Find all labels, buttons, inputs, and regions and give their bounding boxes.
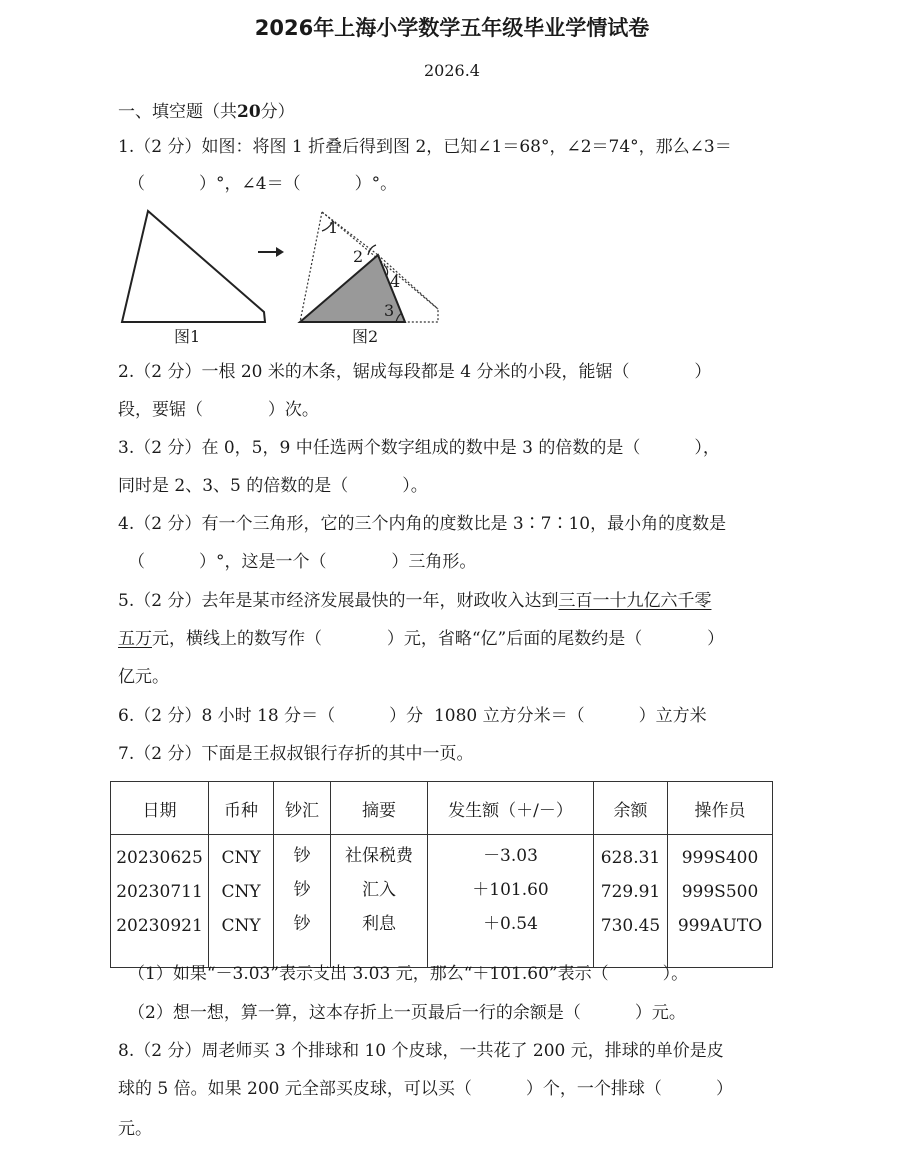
passbook-table	[110, 781, 773, 968]
column-amount	[428, 835, 594, 968]
fig1-label: 图1	[174, 327, 201, 346]
q5-line1	[118, 590, 711, 612]
q2-line1: 2.（2 分）一根 20 米的木条，锯成每段都是 4 分米的小段，能锯（ ）	[118, 362, 712, 382]
q5-underlined-number-b: 五万	[118, 629, 152, 649]
cell-balance: 730.45	[600, 916, 661, 936]
q7-line1: 7.（2 分）下面是王叔叔银行存折的其中一页。	[118, 744, 474, 764]
section-heading	[118, 97, 295, 122]
header-currency: 币种	[209, 782, 274, 835]
header-summary: 摘要	[331, 782, 428, 835]
q5-underlined-number-a: 三百一十九亿六千零	[558, 591, 712, 611]
cell-amount: ＋101.60	[472, 880, 549, 900]
fig1-triangle	[122, 211, 265, 322]
cell-summary: 汇入	[362, 880, 396, 900]
column-cash-type	[274, 835, 331, 968]
q5-line3: 亿元。	[118, 667, 169, 687]
header-cash-type: 钞汇	[274, 782, 331, 835]
q7-sub2: （2）想一想，算一算，这本存折上一页最后一行的余额是（ ）元。	[128, 1003, 686, 1023]
arrow-head	[276, 247, 284, 257]
column-date	[111, 835, 209, 968]
column-operator	[668, 835, 773, 968]
q1-figure	[118, 205, 458, 345]
cell-currency: CNY	[221, 848, 261, 868]
exam-date: 2026.4	[424, 61, 480, 80]
angle1-label: 1	[328, 218, 339, 237]
cell-currency: CNY	[221, 882, 261, 902]
cell-date: 20230625	[116, 848, 203, 868]
q8-line3: 元。	[118, 1119, 152, 1139]
cell-cash-type: 钞	[293, 914, 311, 934]
q3-line2: 同时是 2、3、5 的倍数的是（ ）。	[118, 476, 428, 496]
cell-balance: 628.31	[600, 848, 661, 868]
q4-line2: （ ）°，这是一个（ ）三角形。	[128, 552, 477, 572]
cell-operator: 999AUTO	[677, 916, 763, 936]
fig2-label: 图2	[352, 327, 379, 346]
section-prefix: 一、填空题（共	[118, 102, 237, 122]
column-balance	[594, 835, 668, 968]
q1-line1: 1.（2 分）如图：将图 1 折叠后得到图 2，已知∠1＝68°，∠2＝74°，那么∠3＝	[118, 137, 732, 157]
header-amount: 发生额（＋/－）	[428, 782, 594, 835]
column-currency	[209, 835, 274, 968]
cell-amount: －3.03	[483, 846, 538, 866]
q8-line1: 8.（2 分）周老师买 3 个排球和 10 个皮球，一共花了 200 元，排球的单价是皮	[118, 1041, 724, 1061]
cell-summary: 社保税费	[345, 846, 413, 866]
q4-line1: 4.（2 分）有一个三角形，它的三个内角的度数比是 3∶7∶10，最小角的度数是	[118, 514, 727, 534]
q5-line2-text: 元，横线上的数写作（ ）元，省略“亿”后面的尾数约是（ ）	[152, 629, 725, 649]
angle4-label: 4	[390, 272, 401, 291]
header-operator: 操作员	[668, 782, 773, 835]
section-suffix: 分）	[260, 102, 295, 122]
cell-cash-type: 钞	[293, 846, 311, 866]
table-row	[111, 835, 773, 968]
header-balance: 余额	[594, 782, 668, 835]
exam-title: 2026年上海小学数学五年级毕业学情试卷	[254, 16, 650, 40]
q6-line1: 6.（2 分）8 小时 18 分＝（ ）分 1080 立方分米＝（ ）立方米	[118, 706, 707, 726]
q2-line2: 段，要锯（ ）次。	[118, 400, 319, 420]
table-header-row	[111, 782, 773, 835]
cell-operator: 999S500	[681, 882, 759, 902]
cell-currency: CNY	[221, 916, 261, 936]
q7-sub1: （1）如果“－3.03”表示支出 3.03 元，那么“＋101.60”表示（ ）。	[128, 964, 689, 984]
cell-operator: 999S400	[681, 848, 759, 868]
q3-line1: 3.（2 分）在 0，5，9 中任选两个数字组成的数中是 3 的倍数的是（ ），	[118, 438, 720, 458]
angle3-label: 3	[384, 301, 395, 320]
cell-cash-type: 钞	[293, 880, 311, 900]
column-summary	[331, 835, 428, 968]
q5-line2	[118, 628, 724, 650]
header-date: 日期	[111, 782, 209, 835]
angle2-label: 2	[353, 247, 364, 266]
section-points: 20	[237, 102, 261, 122]
cell-summary: 利息	[362, 914, 396, 934]
cell-amount: ＋0.54	[483, 914, 538, 934]
cell-balance: 729.91	[600, 882, 661, 902]
q5-line1-text: 5.（2 分）去年是某市经济发展最快的一年，财政收入达到	[118, 591, 559, 611]
q1-line2: （ ）°，∠4＝（ ）°。	[128, 174, 398, 194]
cell-date: 20230711	[116, 882, 203, 902]
q8-line2: 球的 5 倍。如果 200 元全部买皮球，可以买（ ）个，一个排球（ ）	[118, 1079, 733, 1099]
cell-date: 20230921	[116, 916, 203, 936]
